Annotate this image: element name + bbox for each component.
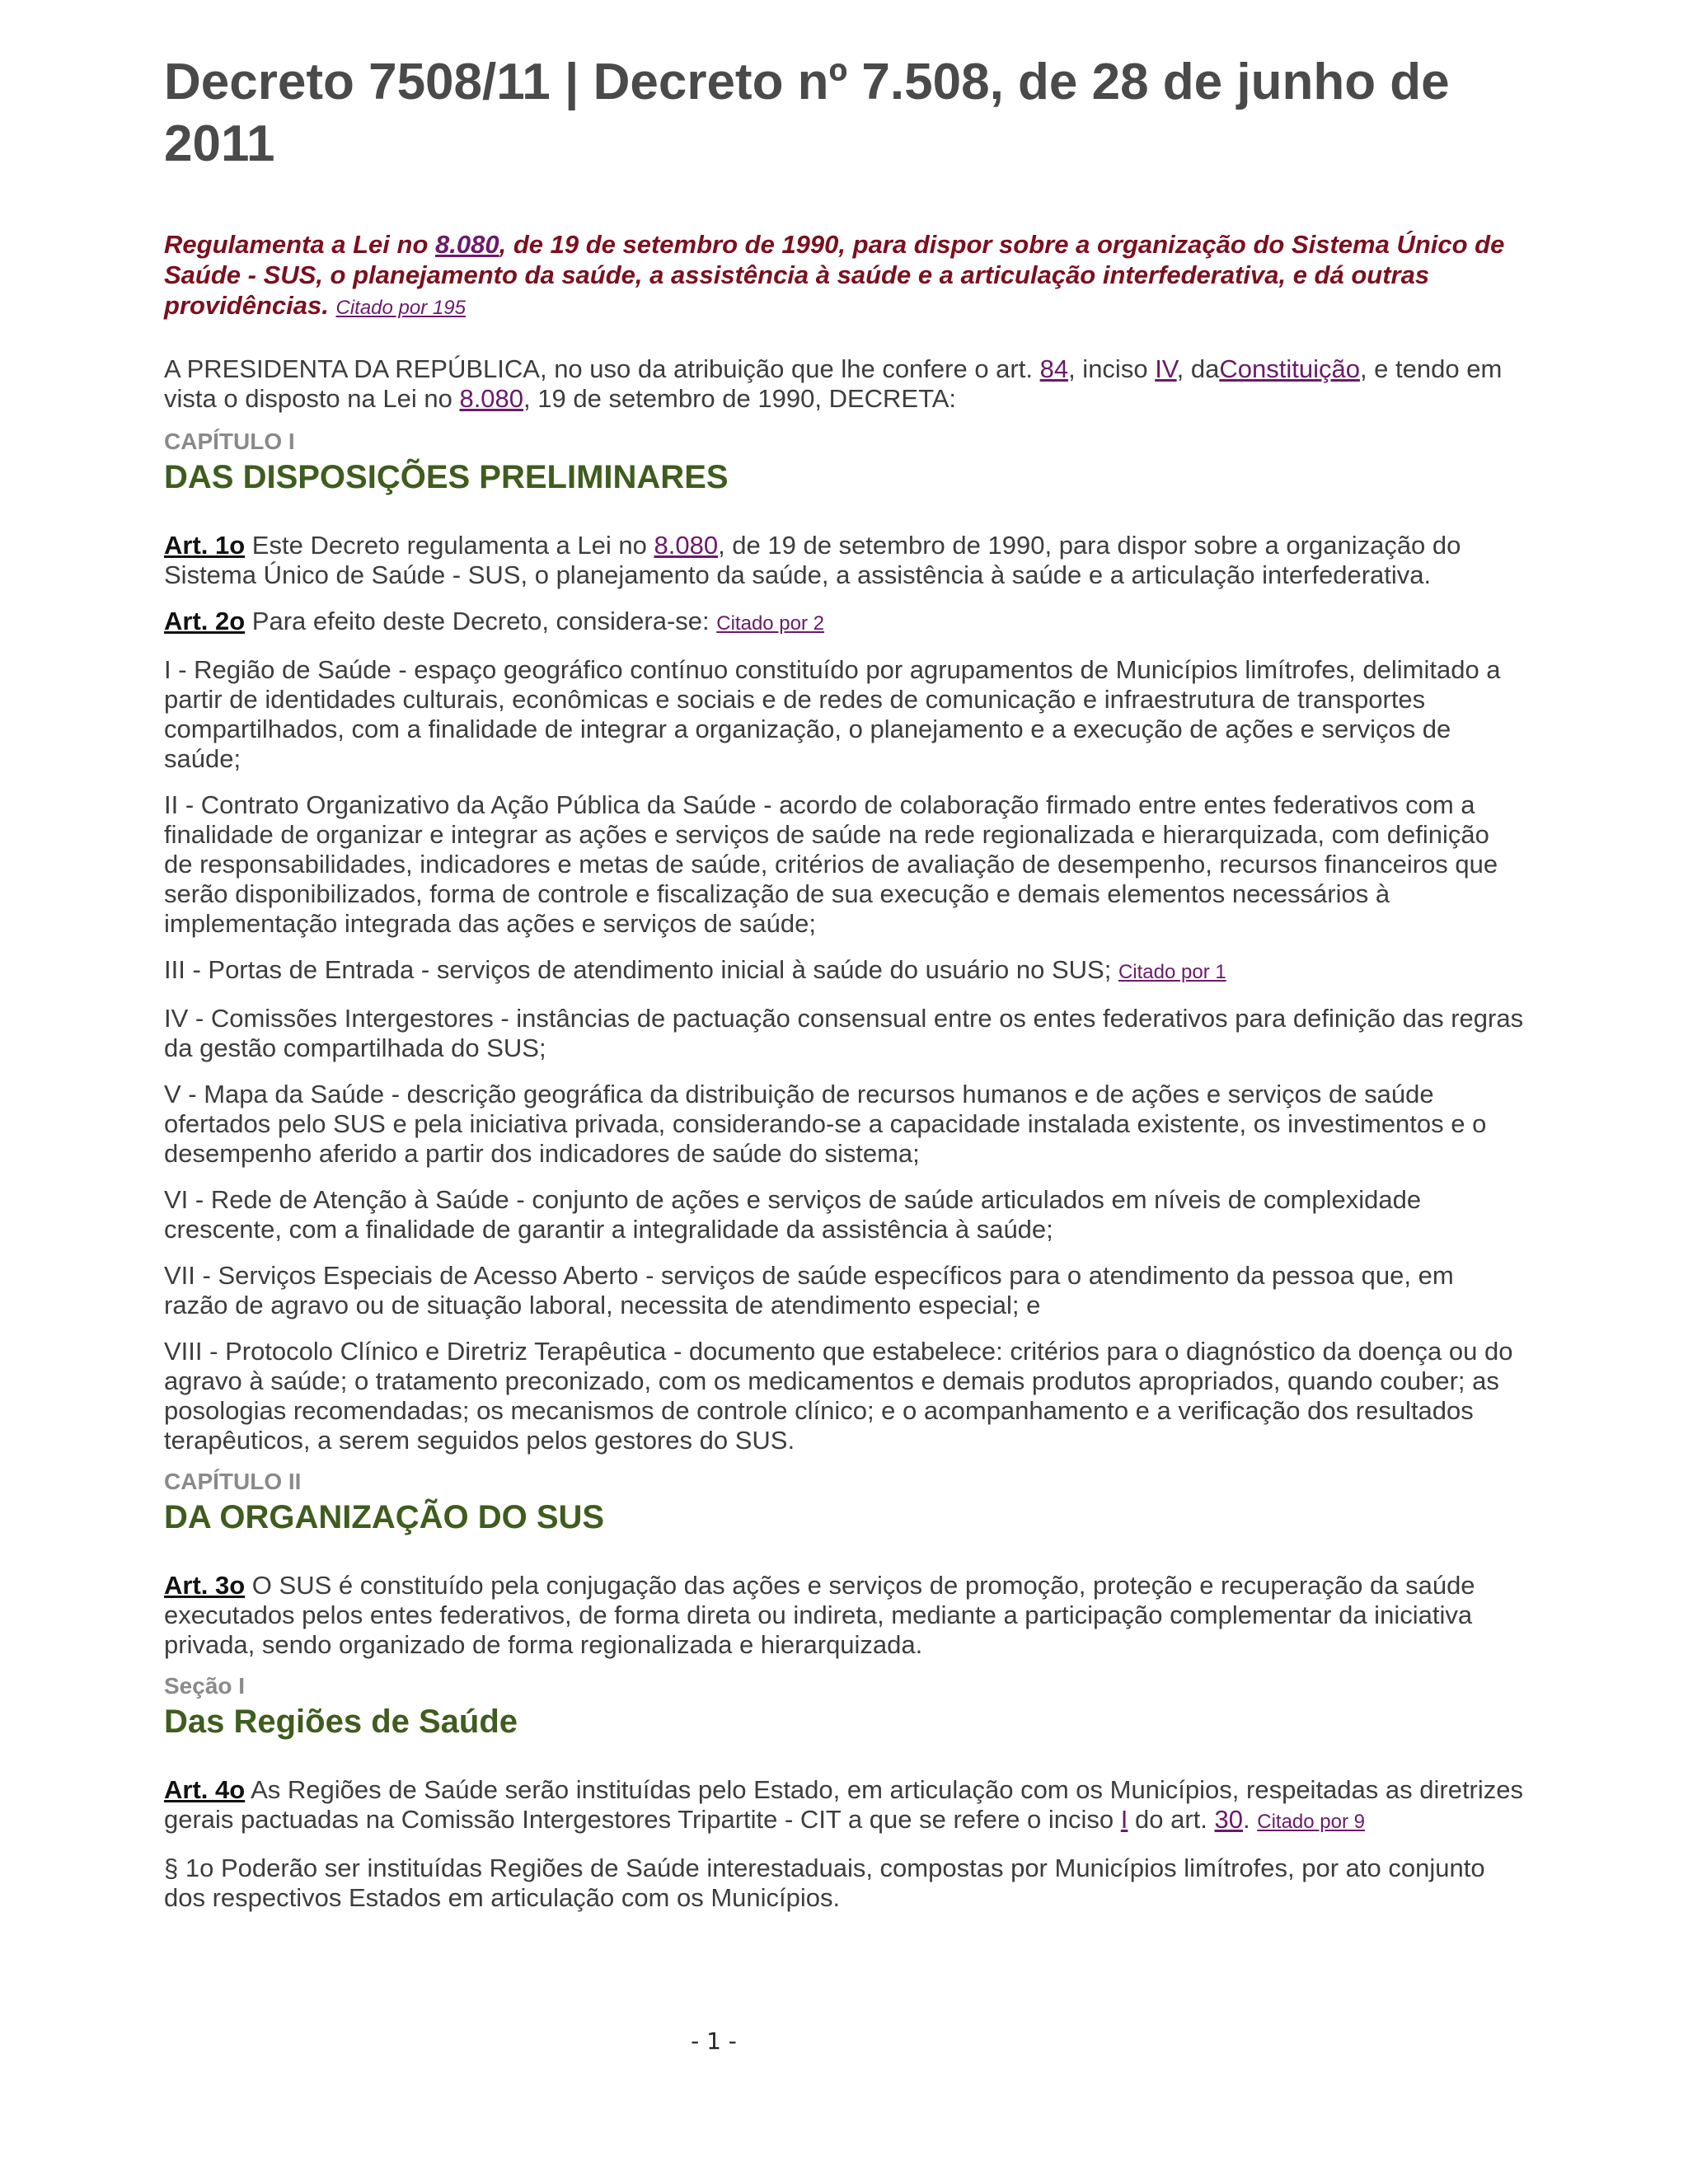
article-label[interactable]: Art. 3o	[164, 1571, 246, 1600]
article-text: Este Decreto regulamenta a Lei no	[245, 531, 654, 560]
lei-8080-link[interactable]: 8.080	[459, 384, 524, 413]
article-4	[164, 1775, 1524, 1837]
item-v: V - Mapa da Saúde - descrição geográfica da distribuição de recursos humanos e de ações e serviços de saúde ofertados pelo SUS e pela iniciativa privada, considerando-se a capacidade instalada existente, os investimentos e o desempenho aferido a partir dos indicadores de saúde do sistema;	[164, 1080, 1487, 1168]
chapter-label: CAPÍTULO II	[164, 1469, 302, 1494]
chapter-label: CAPÍTULO I	[164, 429, 295, 454]
article-label[interactable]: Art. 2o	[164, 607, 246, 635]
article-2	[164, 607, 1524, 639]
cited-by-link[interactable]: Citado por 195	[335, 297, 466, 319]
item-text: III - Portas de Entrada - serviços de atendimento inicial à saúde do usuário no SUS;	[164, 955, 1118, 984]
constituicao-link[interactable]: Constituição	[1219, 354, 1360, 383]
section-label: Seção I	[164, 1673, 246, 1699]
item-viii: VIII - Protocolo Clínico e Diretriz Terapêutica - documento que estabelece: critérios para o diagnóstico da doença ou do agravo à saúde; o tratamento preconizado, com os medicamentos e demais produtos apropriados, quando couber; as posologias recomendadas; os mecanismos de controle clínico; e o acompanhamento e a verificação dos resultados terapêuticos, a serem seguidos pelos gestores do SUS.	[164, 1337, 1513, 1455]
lei-8080-link[interactable]: 8.080	[654, 531, 719, 560]
article-text: As Regiões de Saúde serão instituídas pelo Estado, em articulação com os Municípios, respeitadas as diretrizes gerais pactuadas na Comissão Intergestores Tripartite - CIT a que se refere o inciso	[164, 1775, 1524, 1834]
article-label[interactable]: Art. 4o	[164, 1775, 246, 1804]
art-30-link[interactable]: 30	[1214, 1805, 1243, 1834]
item-iv: IV - Comissões Intergestores - instâncias de pactuação consensual entre os entes federativos para definição das regras da gestão compartilhada do SUS;	[164, 1004, 1524, 1062]
art-84-link[interactable]: 84	[1039, 354, 1069, 383]
inciso-iv-link[interactable]: IV	[1155, 354, 1177, 383]
ementa-text-pre: Regulamenta a Lei no	[164, 230, 436, 259]
section-title: Das Regiões de Saúde	[164, 1704, 518, 1740]
preamble-text: , inciso	[1068, 354, 1156, 383]
item-ii: II - Contrato Organizativo da Ação Pública da Saúde - acordo de colaboração firmado entre entes federativos com a finalidade de organizar e integrar as ações e serviços de saúde na rede regionalizada e hierarquizada, com definição de responsabilidades, indicadores e metas de saúde, critérios de avaliação de desempenho, recursos financeiros que serão disponibilizados, forma de controle e fiscalização de sua execução e demais elementos necessários à implementação integrada das ações e serviços de saúde;	[164, 790, 1498, 938]
article-text: Para efeito deste Decreto, considera-se:	[245, 607, 717, 635]
item-i: I - Região de Saúde - espaço geográfico contínuo constituído por agrupamentos de Municípios limítrofes, delimitado a partir de identidades culturais, econômicas e sociais e de redes de comunicação e infraestrutura de transportes compartilhados, com a finalidade de integrar a organização, o planejamento e a execução de ações e serviços de saúde;	[164, 655, 1501, 773]
article-label[interactable]: Art. 1o	[164, 531, 246, 560]
item-vi: VI - Rede de Atenção à Saúde - conjunto de ações e serviços de saúde articulados em níveis de complexidade crescente, com a finalidade de garantir a integralidade da assistência à saúde;	[164, 1185, 1422, 1244]
ementa	[164, 229, 1524, 323]
preamble-text: , e tendo em vista o disposto na Lei no	[164, 354, 1503, 413]
preamble-text: A PRESIDENTA DA REPÚBLICA, no uso da atribuição que lhe confere o art.	[164, 354, 1040, 383]
preamble-text: , da	[1176, 354, 1220, 383]
article-3	[164, 1571, 1524, 1660]
article-1	[164, 531, 1524, 590]
inciso-i-link[interactable]: I	[1120, 1805, 1128, 1834]
cited-by-link[interactable]: Citado por 2	[716, 612, 825, 635]
article-text: O SUS é constituído pela conjugação das ações e serviços de promoção, proteção e recuperação da saúde executados pelos entes federativos, de forma direta ou indireta, mediante a participação complementar da iniciativa privada, sendo organizado de forma regionalizada e hierarquizada.	[164, 1571, 1475, 1659]
lei-8080-link[interactable]: 8.080	[435, 230, 499, 259]
page-title: Decreto 7508/11 | Decreto nº 7.508, de 28 de junho de 2011	[164, 54, 1450, 172]
page-number: - 1 -	[691, 2027, 737, 2055]
article-text: do art.	[1128, 1805, 1215, 1834]
preamble	[164, 354, 1524, 414]
preamble-text: , 19 de setembro de 1990, DECRETA:	[523, 384, 957, 413]
document-content	[164, 51, 1524, 1913]
article-text: .	[1243, 1805, 1258, 1834]
chapter-title: DA ORGANIZAÇÃO DO SUS	[164, 1499, 605, 1535]
paragraph-1: § 1o Poderão ser instituídas Regiões de Saúde interestaduais, compostas por Municípios limítrofes, por ato conjunto dos respectivos Estados em articulação com os Municípios.	[164, 1854, 1485, 1912]
chapter-title: DAS DISPOSIÇÕES PRELIMINARES	[164, 459, 729, 495]
cited-by-link[interactable]: Citado por 9	[1257, 1811, 1365, 1833]
ementa-text-post: , de 19 de setembro de 1990, para dispor sobre a organização do Sistema Único de Saúde - SUS, o planejamento da saúde, a assistência à saúde e a articulação interfederativa, e dá outras providências.	[164, 230, 1505, 320]
item-iii	[164, 955, 1524, 987]
article-text: , de 19 de setembro de 1990, para dispor sobre a organização do Sistema Único de Saúde - SUS, o planejamento da saúde, a assistência à saúde e a articulação interfederativa.	[164, 531, 1461, 589]
cited-by-link[interactable]: Citado por 1	[1118, 961, 1226, 983]
item-vii: VII - Serviços Especiais de Acesso Aberto - serviços de saúde específicos para o atendimento da pessoa que, em razão de agravo ou de situação laboral, necessita de atendimento especial; e	[164, 1261, 1454, 1319]
